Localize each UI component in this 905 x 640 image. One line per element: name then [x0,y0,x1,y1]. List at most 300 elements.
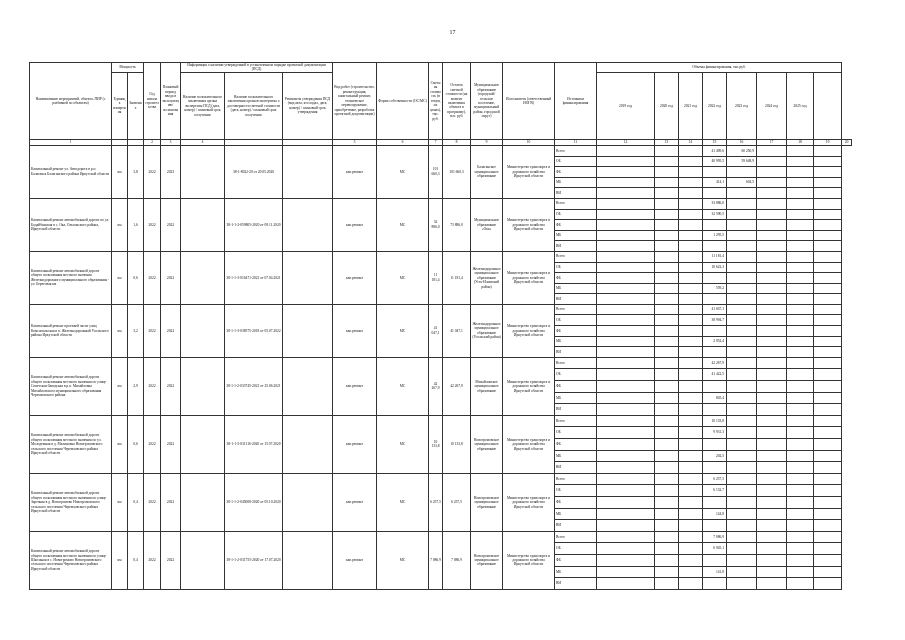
object-name: Капитальный ремонт проезжей части улиц Комсомольская в п. Железнодорожный Усольского района Иркутской области [30,304,112,357]
y2023-cell [727,578,757,590]
source-cell: Всего [555,415,597,427]
y2024-cell [757,404,787,416]
municipality-cell: Балаганское муниципальное образование [471,145,503,198]
y2020-cell [655,326,679,337]
header-info2: Наличие положительного заключения органов экспертизы о достоверности сметной стоимости (дата, номер) / плановый срок получения [225,72,283,139]
y2021-cell [679,273,703,284]
source-cell: МБ [555,508,597,520]
source-cell: ОБ [555,315,597,326]
year-intro-cell: 2023 [161,145,181,198]
y2020-cell [655,167,679,178]
y2024-cell [757,251,787,262]
y2023-cell [727,508,757,520]
y2020-cell [655,508,679,520]
column-number: 18 [787,139,814,145]
y2024-cell [757,220,787,231]
y2022-cell: 11 181,4 [703,251,727,262]
extra-cell [814,315,842,326]
y2023-cell: 59 648,9 [727,156,757,167]
y2019-cell [597,241,655,252]
y2024-cell [757,381,787,393]
source-cell: МБ [555,392,597,404]
y2019-cell [597,209,655,220]
extra-cell [814,496,842,508]
y2021-cell [679,392,703,404]
y2025-cell [787,283,814,294]
y2023-cell [727,543,757,555]
y2019-cell [597,294,655,305]
y2020-cell [655,439,679,451]
y2024-cell [757,283,787,294]
y2021-cell [679,251,703,262]
y2020-cell [655,336,679,347]
y2023-cell [727,566,757,578]
ownership-cell: МС [377,304,429,357]
extra-cell [814,415,842,427]
extra-cell [814,566,842,578]
info2-cell: 38-1-1-2-031755-2020 от 17.07.2020 [225,531,283,589]
y2022-cell: 33 886,0 [703,198,727,209]
y2020-cell [655,485,679,497]
y2023-cell [727,496,757,508]
value-cell: 0,4 [128,473,144,531]
y2025-cell [787,554,814,566]
y2024-cell [757,439,787,451]
y2021-cell [679,427,703,439]
source-cell: ОБ [555,485,597,497]
executor-cell: Министерство транспорта и дорожного хозяйства Иркутской области [503,145,555,198]
object-name: Капитальный ремонт автомобильной дороги общего пользования местного значения по улице Заречная в д. Новогромово Новогромовского сельского поселения Черемховского района Иркутской области [30,473,112,531]
column-number: 16 [727,139,757,145]
unit-cell: км [112,145,128,198]
header-year-intro: Плановый период ввода в эксплуатацию/ассигнования [161,63,181,140]
extra-cell [814,543,842,555]
y2023-cell [727,283,757,294]
y2021-cell [679,262,703,273]
info2-cell: 38-1-1-2-059805-2020 от 09.11.2020 [225,198,283,251]
source-cell: ОБ [555,209,597,220]
y2023-cell [727,404,757,416]
y2021-cell [679,326,703,337]
extra-cell [814,294,842,305]
y2021-cell [679,209,703,220]
info1-cell [181,304,225,357]
y2020-cell [655,415,679,427]
remaining-cell: 11 181,4 [443,251,471,304]
object-name: Капитальный ремонт автомобильной дороги общего пользования местного значения по улице Школьная в с. Новогромово Новогромовского сельского поселения Черемховского района Иркутской области [30,531,112,589]
executor-cell: Министерство транспорта и дорожного хозяйства Иркутской области [503,531,555,589]
extra-cell [814,241,842,252]
extra-cell [814,578,842,590]
y2020-cell [655,566,679,578]
column-number: 20 [842,139,852,145]
header-works: Вид работ (строительство, реконструкция, капитальный ремонт, техническое перевооружение, приобретение, разработка проектной документации) [333,63,377,140]
y2019-cell [597,145,655,156]
info1-cell [181,531,225,589]
info1-cell [181,145,225,198]
y2025-cell [787,326,814,337]
y2020-cell [655,462,679,474]
y2025-cell [787,450,814,462]
y2023-cell [727,188,757,199]
y2019-cell [597,531,655,543]
y2025-cell [787,531,814,543]
y2019-cell [597,520,655,532]
y2022-cell [703,496,727,508]
y2023-cell [727,485,757,497]
y2025-cell [787,273,814,284]
header-empty [814,72,842,139]
y2020-cell [655,145,679,156]
year-intro-cell: 2022 [161,251,181,304]
source-cell: МБ [555,177,597,188]
column-number: 8 [443,139,471,145]
remaining-cell: 6 257,5 [443,473,471,531]
y2025-cell [787,315,814,326]
y2022-cell: 41 422,5 [703,369,727,381]
year-start-cell: 2022 [144,304,161,357]
y2023-cell [727,392,757,404]
y2021-cell [679,381,703,393]
y2019-cell [597,198,655,209]
y2022-cell: 32 590,5 [703,209,727,220]
y2021-cell [679,415,703,427]
y2019-cell [597,566,655,578]
y2025-cell [787,462,814,474]
y2020-cell [655,347,679,358]
y2024-cell [757,462,787,474]
header-info-group: Информация о наличии утвержденной в установленном порядке проектной документации (ПСД) [181,63,333,73]
y2020-cell [655,543,679,555]
table-row [30,198,852,209]
y2019-cell [597,543,655,555]
header-remaining: Остаток сметной стоимости (на момент включения объекта в программу), тыс. руб. [443,63,471,140]
works-cell: кап.ремонт [333,415,377,473]
source-cell: ОБ [555,427,597,439]
y2024-cell [757,167,787,178]
unit-cell: км [112,357,128,415]
remaining-cell: 41 047,1 [443,304,471,357]
y2024-cell [757,554,787,566]
column-number: 9 [471,139,503,145]
y2025-cell [787,485,814,497]
cost-cell: 11 181,4 [429,251,443,304]
y2024-cell [757,315,787,326]
ownership-cell: МС [377,251,429,304]
y2021-cell [679,347,703,358]
executor-cell: Министерство транспорта и дорожного хозяйства Иркутской области [503,198,555,251]
info2-cell: 38-1-1-2-033745-2021 от 25.06.2021 [225,357,283,415]
source-cell: ВИ [555,347,597,358]
value-cell: 3,2 [128,304,144,357]
extra-cell [814,554,842,566]
source-cell: ФБ [555,381,597,393]
year-intro-cell: 2022 [161,415,181,473]
header-unit: Единица измерения [112,72,128,139]
y2023-cell [727,336,757,347]
y2023-cell: 602,5 [727,177,757,188]
info1-cell [181,357,225,415]
y2025-cell [787,543,814,555]
works-cell: кап.ремонт [333,304,377,357]
source-cell: ФБ [555,273,597,284]
y2024-cell [757,177,787,188]
y2025-cell [787,369,814,381]
unit-cell: км [112,415,128,473]
y2021-cell [679,404,703,416]
extra-cell [814,209,842,220]
y2019-cell [597,273,655,284]
y2021-cell [679,369,703,381]
info2-cell: 38-1-1-3-031116-2020 от 15.07.2020 [225,415,283,473]
y2021-cell [679,315,703,326]
y2020-cell [655,315,679,326]
header-capacity: Мощность [112,63,144,73]
header-year-start: Год начала строительства [144,63,161,140]
y2019-cell [597,439,655,451]
y2021-cell [679,496,703,508]
y2019-cell [597,554,655,566]
column-number: 14 [679,139,703,145]
column-number: 10 [503,139,555,145]
y2024-cell [757,578,787,590]
y2019-cell [597,326,655,337]
column-number: 13 [655,139,679,145]
y2023-cell [727,220,757,231]
y2024-cell [757,496,787,508]
extra-cell [814,177,842,188]
y2022-cell [703,347,727,358]
y2021-cell [679,520,703,532]
y2019-cell [597,304,655,315]
info2-cell: 38-1-1-3-016471-2021 от 07.04.2021 [225,251,283,304]
executor-cell: Министерство транспорта и дорожного хозяйства Иркутской области [503,415,555,473]
extra-cell [814,156,842,167]
source-cell: ФБ [555,167,597,178]
info3-cell [283,304,333,357]
ownership-cell: МС [377,357,429,415]
extra-cell [814,273,842,284]
y2022-cell: 38 994,7 [703,315,727,326]
source-cell: МБ [555,230,597,241]
y2022-cell [703,188,727,199]
y2025-cell [787,262,814,273]
info1-cell [181,198,225,251]
y2025-cell [787,220,814,231]
y2024-cell [757,273,787,284]
year-start-cell: 2022 [144,531,161,589]
y2022-cell: 6 945,1 [703,543,727,555]
y2019-cell [597,167,655,178]
cost-cell: 10 133,8 [429,415,443,473]
y2019-cell [597,230,655,241]
y2019-cell [597,369,655,381]
year-intro-cell: 2022 [161,198,181,251]
y2021-cell [679,543,703,555]
y2024-cell [757,262,787,273]
ownership-cell: МС [377,415,429,473]
source-cell: ФБ [555,439,597,451]
source-cell: ВИ [555,188,597,199]
y2025-cell [787,439,814,451]
table-row [30,304,852,315]
y2019-cell [597,347,655,358]
y2023-cell [727,198,757,209]
extra-cell [814,392,842,404]
ownership-cell: МС [377,531,429,589]
y2022-cell [703,167,727,178]
source-cell: Всего [555,198,597,209]
y2025-cell [787,188,814,199]
municipality-cell: Новогромовское муниципальное образование [471,473,503,531]
y2022-cell: 9 931,3 [703,427,727,439]
y2024-cell [757,145,787,156]
y2025-cell [787,357,814,369]
column-number: 7 [429,139,443,145]
y2021-cell [679,294,703,305]
remaining-cell: 73 886,0 [443,198,471,251]
y2021-cell [679,336,703,347]
info2-cell: 38-1-8022-20 от 20.05.2020 [225,145,283,198]
header-year: 2022 год [703,72,727,139]
y2020-cell [655,496,679,508]
y2021-cell [679,462,703,474]
y2024-cell [757,326,787,337]
y2023-cell [727,347,757,358]
y2022-cell [703,520,727,532]
source-cell: Всего [555,531,597,543]
header-year: 2019 год [597,72,655,139]
y2025-cell [787,230,814,241]
source-cell: Всего [555,304,597,315]
works-cell: кап.ремонт [333,145,377,198]
municipality-cell: Михайловское муниципальное образование [471,357,503,415]
y2024-cell [757,294,787,305]
extra-cell [814,262,842,273]
y2023-cell [727,251,757,262]
extra-cell [814,473,842,485]
y2021-cell [679,357,703,369]
y2020-cell [655,381,679,393]
y2019-cell [597,415,655,427]
y2025-cell [787,209,814,220]
y2022-cell: 40 995,5 [703,156,727,167]
y2025-cell [787,392,814,404]
y2022-cell: 6 132,7 [703,485,727,497]
y2025-cell [787,496,814,508]
y2020-cell [655,473,679,485]
y2020-cell [655,188,679,199]
table-row [30,357,852,369]
object-name: Капитальный ремонт автомобильной дороги общего пользования местного значения по ул. Молодежная в д. Малиновка Новогромовского сельского поселения Черемховского района Иркутской области [30,415,112,473]
municipality-cell: Новогромовское муниципальное образование [471,415,503,473]
y2019-cell [597,262,655,273]
source-cell: Всего [555,251,597,262]
cost-cell: 41 047,1 [429,304,443,357]
object-name: Капитальный ремонт автомобильной дороги по ул. Бодайбинская в с. Ока, Ольхонского района, Иркутской области [30,198,112,251]
y2022-cell: 42 267,9 [703,357,727,369]
year-start-cell: 2022 [144,198,161,251]
extra-cell [814,220,842,231]
y2022-cell [703,273,727,284]
header-value: Значение [128,72,144,139]
y2025-cell [787,167,814,178]
y2023-cell [727,415,757,427]
year-start-cell: 2022 [144,473,161,531]
y2023-cell [727,462,757,474]
column-number: 12 [597,139,655,145]
y2023-cell [727,531,757,543]
y2021-cell [679,230,703,241]
extra-cell [814,462,842,474]
y2020-cell [655,241,679,252]
y2023-cell [727,273,757,284]
y2023-cell: 60 250,9 [727,145,757,156]
y2020-cell [655,283,679,294]
y2025-cell [787,347,814,358]
y2022-cell [703,381,727,393]
header-year: 2021 год [679,72,703,139]
source-cell: МБ [555,336,597,347]
y2024-cell [757,198,787,209]
source-cell: ФБ [555,554,597,566]
column-number: 15 [703,139,727,145]
object-name: Капитальный ремонт автомобильной дороги общего пользования местного значения Железнодорожного муниципального образования - ул. Береговая км [30,251,112,304]
cost-cell: 6 257,5 [429,473,443,531]
y2023-cell [727,439,757,451]
info3-cell [283,415,333,473]
remaining-cell: 10 133,8 [443,415,471,473]
object-name: Капитальный ремонт автомобильной дороги общего пользования местного значения по улице Советская-Заводская в р.п. Михайловка Михайловского муниципального образования Черемховского района [30,357,112,415]
y2024-cell [757,369,787,381]
source-cell: ВИ [555,520,597,532]
y2019-cell [597,508,655,520]
value-cell: 0,4 [128,531,144,589]
source-cell: МБ [555,283,597,294]
y2021-cell [679,188,703,199]
y2024-cell [757,485,787,497]
header-executor: Исполнитель (ответственный ИОГВ) [503,63,555,140]
value-cell: 3,8 [128,145,144,198]
y2025-cell [787,177,814,188]
y2019-cell [597,462,655,474]
y2022-cell [703,578,727,590]
y2022-cell: 6 257,5 [703,473,727,485]
y2019-cell [597,177,655,188]
y2021-cell [679,220,703,231]
y2025-cell [787,473,814,485]
y2021-cell [679,241,703,252]
y2020-cell [655,198,679,209]
works-cell: кап.ремонт [333,198,377,251]
table-row [30,473,852,485]
cost-cell: 32 886,0 [429,198,443,251]
info1-cell [181,251,225,304]
source-cell: Всего [555,357,597,369]
y2021-cell [679,578,703,590]
y2024-cell [757,156,787,167]
municipality-cell: Железнодорожное муниципальное образование (Усольский район) [471,304,503,357]
source-cell: ФБ [555,326,597,337]
column-number: 1 [30,139,112,145]
y2021-cell [679,566,703,578]
y2021-cell [679,473,703,485]
info3-cell [283,251,333,304]
y2025-cell [787,404,814,416]
program-table [29,62,852,590]
executor-cell: Министерство транспорта и дорожного хозяйства Иркутской области [503,251,555,304]
y2019-cell [597,156,655,167]
